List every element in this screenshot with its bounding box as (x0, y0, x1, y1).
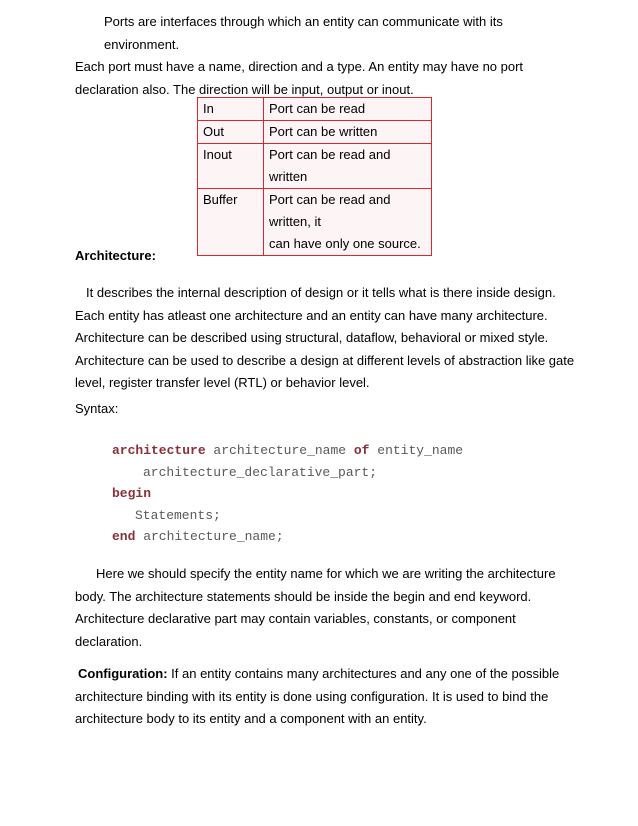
code-text: entity_name (369, 443, 464, 458)
architecture-line: level, register transfer level (RTL) or behavior level. (75, 375, 370, 390)
port-mode-cell: Out (198, 121, 264, 144)
configuration-line: architecture body to its entity and a component with an entity. (75, 711, 427, 726)
port-desc-cell: Port can be written (264, 121, 432, 144)
configuration-line (75, 663, 575, 686)
table-row (198, 121, 432, 144)
port-desc-line: can have only one source. (269, 236, 421, 251)
explanation-line: Architecture declarative part may contain variables, constants, or component (75, 611, 516, 626)
intro-line: Each port must have a name, direction and a type. An entity may have no port (75, 59, 524, 74)
intro-paragraph (75, 11, 575, 101)
explanation-line: body. The architecture statements should be inside the begin and end keyword. (75, 588, 532, 604)
code-line: architecture_declarative_part; (143, 465, 378, 480)
port-desc-line: Port can be read and (269, 192, 391, 207)
code-keyword: end (112, 529, 136, 544)
configuration-label: Configuration: (78, 666, 168, 681)
port-mode-cell: In (198, 98, 264, 121)
port-desc-cell: Port can be read (264, 98, 432, 121)
explanation-line: Here we should specify the entity name for which we are writing the architecture (96, 566, 556, 581)
port-desc-cell (264, 189, 432, 256)
explanation-paragraph (75, 563, 575, 653)
port-mode-cell: Inout (198, 144, 264, 189)
intro-line: declaration also. The direction will be input, output or inout. (75, 81, 414, 97)
architecture-line: Architecture can be used to describe a design at different levels of abstraction like gate (75, 352, 575, 368)
configuration-line: architecture binding with its entity is done using configuration. It is used to bind the (75, 688, 549, 704)
table-row (198, 98, 432, 121)
architecture-line: Architecture can be described using structural, dataflow, behavioral or mixed style. (75, 330, 549, 345)
table-row (198, 189, 432, 256)
port-desc-cell: Port can be read and written (264, 144, 432, 189)
code-line (112, 486, 151, 501)
explanation-line: declaration. (75, 633, 143, 649)
code-text: architecture_name (205, 443, 354, 458)
table-row (198, 144, 432, 189)
code-line (112, 529, 284, 544)
architecture-line: It describes the internal description of design or it tells what is there inside design. (86, 285, 556, 300)
code-keyword: of (353, 443, 370, 458)
configuration-text: If an entity contains many architectures and any one of the possible (167, 666, 560, 681)
configuration-paragraph (75, 663, 575, 731)
code-text: architecture_name; (135, 529, 284, 544)
port-mode-cell: Buffer (198, 189, 264, 256)
port-direction-table (197, 97, 432, 256)
syntax-label: Syntax: (75, 401, 119, 416)
code-line (112, 443, 463, 458)
code-keyword: architecture (112, 443, 206, 458)
code-line: Statements; (135, 508, 221, 523)
intro-line: Ports are interfaces through which an entity can communicate with its environment. (104, 14, 503, 52)
port-desc-line: written, it (269, 214, 322, 229)
architecture-line: Each entity has atleast one architecture and an entity can have many architecture. (75, 307, 548, 323)
architecture-heading: Architecture: (75, 248, 156, 263)
code-keyword: begin (112, 486, 152, 501)
architecture-paragraph (75, 282, 575, 395)
